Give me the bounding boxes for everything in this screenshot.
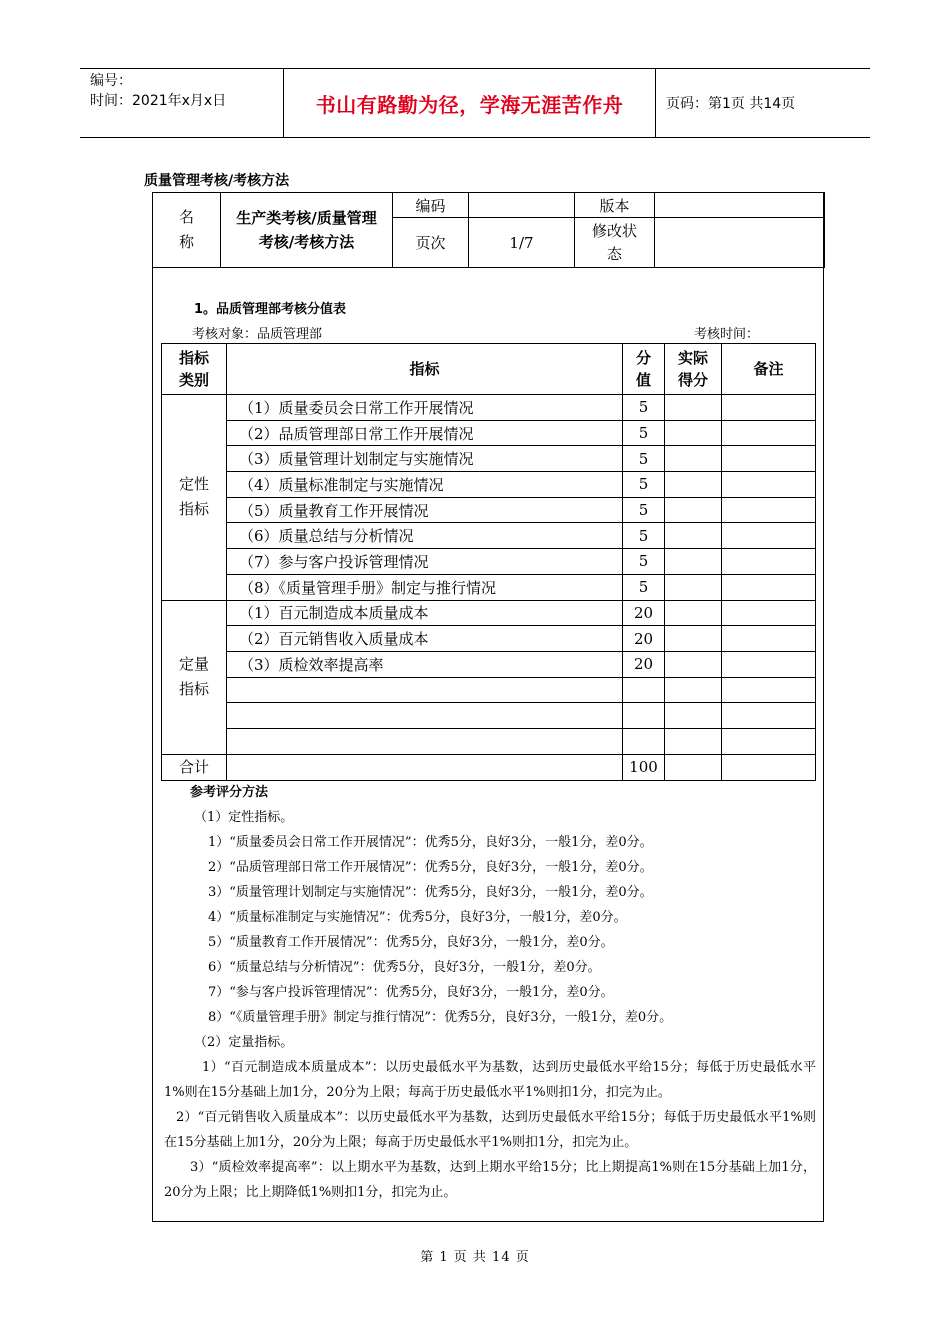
- quant-method-item: 2）“百元销售收入质量成本”：以历史最低水平为基数，达到历史最低水平给15分；每低于历史最低水平1%则在15分基础上加1分，20分为上限；每高于历史最低水平1%则扣1分，扣完为止。: [164, 1110, 816, 1150]
- indicator-score: 5: [623, 549, 665, 575]
- assess-target: 考核对象：品质管理部: [192, 327, 323, 342]
- indicator-score: 5: [623, 472, 665, 498]
- page-footer: 第 1 页 共 14 页: [420, 1250, 530, 1265]
- indicator-score: 5: [623, 497, 665, 523]
- remark-cell[interactable]: [722, 574, 816, 600]
- revision-value: [655, 218, 825, 268]
- name-label: 名 称: [153, 193, 221, 268]
- indicator-name: [227, 703, 623, 729]
- scoring-method: [164, 780, 816, 1205]
- qual-heading: （1）定性指标。: [194, 810, 294, 825]
- header-remark: 备注: [722, 344, 816, 395]
- indicator-name: （4）质量标准制定与实施情况: [227, 472, 623, 498]
- section-title: 1。品质管理部考核分值表: [194, 302, 347, 317]
- table-row: [162, 703, 816, 729]
- indicator-score: 20: [623, 600, 665, 626]
- remark-cell[interactable]: [722, 626, 816, 652]
- code-value: [469, 193, 575, 218]
- table-row: [162, 472, 816, 498]
- page-label: 页次: [393, 218, 469, 268]
- actual-score-cell[interactable]: [665, 574, 722, 600]
- indicator-name: （7）参与客户投诉管理情况: [227, 549, 623, 575]
- actual-score-cell[interactable]: [665, 549, 722, 575]
- page-value: 1/7: [469, 218, 575, 268]
- indicator-name: （6）质量总结与分析情况: [227, 523, 623, 549]
- actual-score-cell[interactable]: [665, 626, 722, 652]
- remark-cell[interactable]: [722, 600, 816, 626]
- table-row: [162, 420, 816, 446]
- actual-score-cell[interactable]: [665, 420, 722, 446]
- header-indicator: 指标: [227, 344, 623, 395]
- remark-cell[interactable]: [722, 549, 816, 575]
- qual-method-item: 2）“品质管理部日常工作开展情况”：优秀5分，良好3分，一般1分，差0分。: [208, 860, 653, 875]
- header-score: 分 值: [623, 344, 665, 395]
- table-row: [162, 574, 816, 600]
- table-row: [162, 651, 816, 677]
- header-category: 指标 类别: [162, 344, 227, 395]
- indicator-name: （3）质量管理计划制定与实施情况: [227, 446, 623, 472]
- remark-cell[interactable]: [722, 651, 816, 677]
- actual-score-cell[interactable]: [665, 600, 722, 626]
- total-actual-cell[interactable]: [665, 754, 722, 780]
- table-row: [162, 626, 816, 652]
- actual-score-cell[interactable]: [665, 395, 722, 421]
- table-row: [162, 549, 816, 575]
- total-blank: [227, 754, 623, 780]
- revision-label: 修改状 态: [575, 218, 655, 268]
- qual-method-item: 8）“《质量管理手册》制定与推行情况”：优秀5分，良好3分，一般1分，差0分。: [208, 1010, 673, 1025]
- assess-time: 考核时间：: [694, 327, 760, 342]
- remark-cell[interactable]: [722, 523, 816, 549]
- page-info: 页码：第1页 共14页: [666, 96, 796, 112]
- quant-method-item: 1）“百元制造成本质量成本”：以历史最低水平为基数，达到历史最低水平给15分；每低于历史最低水平1%则在15分基础上加1分，20分为上限；每高于历史最低水平1%则扣1分，扣完为止。: [164, 1060, 816, 1100]
- actual-score-cell[interactable]: [665, 728, 722, 754]
- qualitative-category: 定性 指标: [162, 395, 227, 601]
- remark-cell[interactable]: [722, 677, 816, 703]
- time-label: 时间：2021年x月x日: [90, 93, 227, 109]
- remark-cell[interactable]: [722, 420, 816, 446]
- table-row: [162, 497, 816, 523]
- indicator-score: 5: [623, 574, 665, 600]
- header-actual: 实际 得分: [665, 344, 722, 395]
- qual-method-item: 6）“质量总结与分析情况”：优秀5分，良好3分，一般1分，差0分。: [208, 960, 601, 975]
- indicator-name: （8）《质量管理手册》制定与推行情况: [227, 574, 623, 600]
- indicator-score: 5: [623, 395, 665, 421]
- name-value: 生产类考核/质量管理考核/考核方法: [221, 193, 393, 268]
- indicator-name: [227, 728, 623, 754]
- remark-cell[interactable]: [722, 703, 816, 729]
- indicator-name: （5）质量教育工作开展情况: [227, 497, 623, 523]
- qual-method-item: 1）“质量委员会日常工作开展情况”：优秀5分，良好3分，一般1分，差0分。: [208, 835, 653, 850]
- actual-score-cell[interactable]: [665, 523, 722, 549]
- indicator-name: [227, 677, 623, 703]
- total-label: 合计: [162, 754, 227, 780]
- indicator-score: 5: [623, 446, 665, 472]
- indicator-score: [623, 677, 665, 703]
- remark-cell[interactable]: [722, 395, 816, 421]
- total-row: [162, 754, 816, 780]
- number-label: 编号：: [90, 73, 132, 89]
- actual-score-cell[interactable]: [665, 497, 722, 523]
- header-left-cell: [80, 69, 283, 137]
- remark-cell[interactable]: [722, 497, 816, 523]
- indicator-score: 20: [623, 651, 665, 677]
- table-row: [162, 446, 816, 472]
- qual-method-list: [164, 830, 816, 1030]
- score-header-row: [162, 344, 816, 395]
- table-row: [162, 600, 816, 626]
- quantitative-category: 定量 指标: [162, 600, 227, 754]
- indicator-name: （3）质检效率提高率: [227, 651, 623, 677]
- score-table: [161, 343, 816, 781]
- indicator-score: 20: [623, 626, 665, 652]
- actual-score-cell[interactable]: [665, 651, 722, 677]
- page-header: [80, 68, 870, 138]
- version-value: [655, 193, 825, 218]
- table-row: [162, 523, 816, 549]
- remark-cell[interactable]: [722, 472, 816, 498]
- indicator-name: （1）百元制造成本质量成本: [227, 600, 623, 626]
- indicator-name: （2）品质管理部日常工作开展情况: [227, 420, 623, 446]
- indicator-score: [623, 703, 665, 729]
- indicator-score: 5: [623, 523, 665, 549]
- indicator-name: （1）质量委员会日常工作开展情况: [227, 395, 623, 421]
- qual-method-item: 7）“参与客户投诉管理情况”：优秀5分，良好3分，一般1分，差0分。: [208, 985, 614, 1000]
- quant-method-item: 3）“质检效率提高率”：以上期水平为基数，达到上期水平给15分；比上期提高1%则在15分基础上加1分，20分为上限；比上期降低1%则扣1分，扣完为止。: [164, 1160, 816, 1200]
- meta-table: [152, 192, 825, 268]
- table-row: [162, 395, 816, 421]
- table-row: [162, 677, 816, 703]
- actual-score-cell[interactable]: [665, 677, 722, 703]
- remark-cell[interactable]: [722, 446, 816, 472]
- total-value: 100: [623, 754, 665, 780]
- indicator-score: 5: [623, 420, 665, 446]
- qual-method-item: 5）“质量教育工作开展情况”：优秀5分，良好3分，一般1分，差0分。: [208, 935, 614, 950]
- qual-method-item: 4）“质量标准制定与实施情况”：优秀5分，良好3分，一般1分，差0分。: [208, 910, 627, 925]
- motto: 书山有路勤为径，学海无涯苦作舟: [283, 69, 656, 137]
- version-label: 版本: [575, 193, 655, 218]
- actual-score-cell[interactable]: [665, 472, 722, 498]
- actual-score-cell[interactable]: [665, 703, 722, 729]
- remark-cell[interactable]: [722, 728, 816, 754]
- doc-title: 质量管理考核/考核方法: [144, 173, 290, 189]
- qual-method-item: 3）“质量管理计划制定与实施情况”：优秀5分，良好3分，一般1分，差0分。: [208, 885, 653, 900]
- method-title: 参考评分方法: [190, 785, 269, 800]
- total-remark-cell[interactable]: [722, 754, 816, 780]
- indicator-name: （2）百元销售收入质量成本: [227, 626, 623, 652]
- table-row: [162, 728, 816, 754]
- code-label: 编码: [393, 193, 469, 218]
- indicator-score: [623, 728, 665, 754]
- quant-heading: （2）定量指标。: [194, 1035, 294, 1050]
- actual-score-cell[interactable]: [665, 446, 722, 472]
